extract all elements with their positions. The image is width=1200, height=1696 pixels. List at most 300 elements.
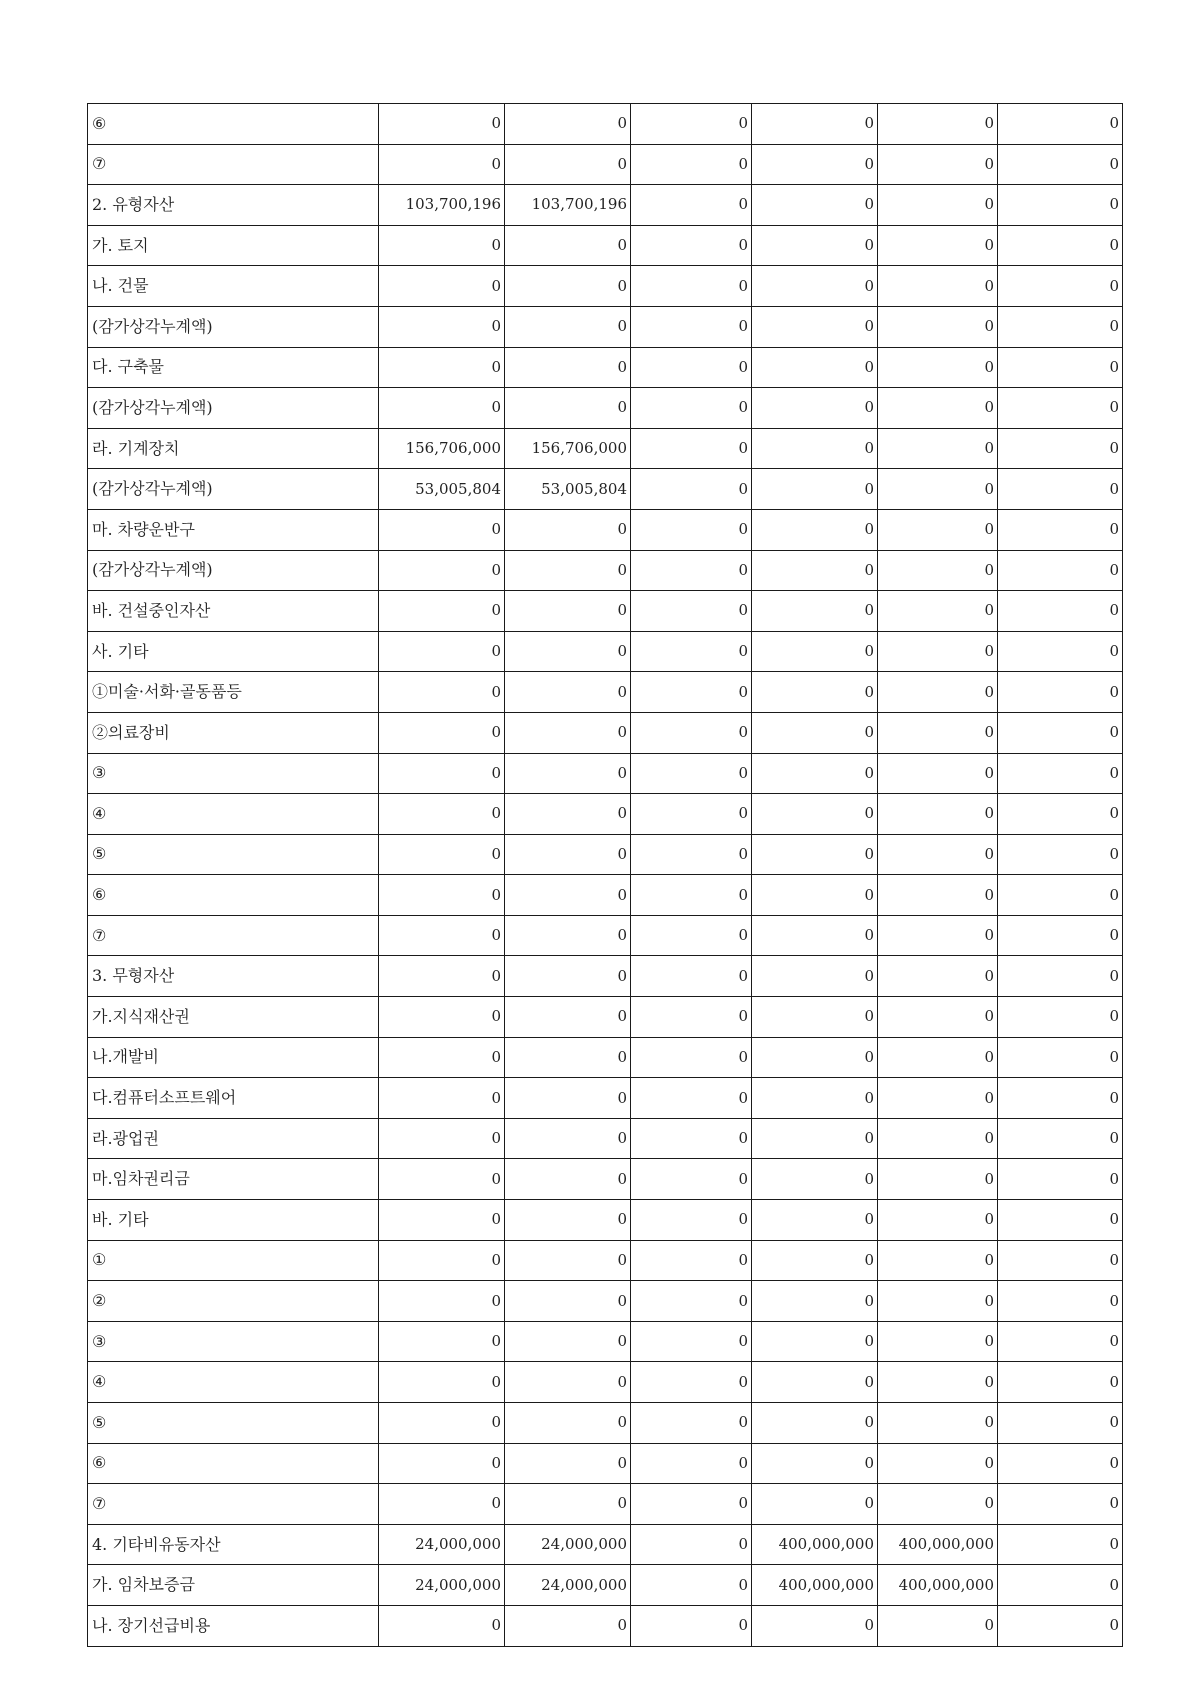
- row-label: ⑤: [88, 834, 379, 875]
- row-label: (감가상각누계액): [88, 306, 379, 347]
- value-cell: 0: [998, 144, 1123, 185]
- value-cell: 0: [878, 915, 998, 956]
- value-cell: 0: [505, 1321, 631, 1362]
- value-cell: 0: [631, 266, 752, 307]
- value-cell: 0: [505, 997, 631, 1038]
- value-cell: 0: [379, 550, 505, 591]
- table-row: [88, 1403, 1123, 1444]
- value-cell: 0: [505, 631, 631, 672]
- value-cell: 0: [379, 1362, 505, 1403]
- value-cell: 0: [998, 550, 1123, 591]
- value-cell: 0: [379, 1037, 505, 1078]
- value-cell: 0: [631, 712, 752, 753]
- value-cell: 0: [878, 1443, 998, 1484]
- value-cell: 0: [998, 915, 1123, 956]
- value-cell: 0: [379, 1200, 505, 1241]
- row-label: (감가상각누계액): [88, 550, 379, 591]
- value-cell: 0: [631, 753, 752, 794]
- row-label: ⑥: [88, 104, 379, 145]
- row-label: 마.임차권리금: [88, 1159, 379, 1200]
- value-cell: 0: [379, 347, 505, 388]
- row-label: 라. 기계장치: [88, 428, 379, 469]
- value-cell: 103,700,196: [505, 185, 631, 226]
- value-cell: 0: [631, 956, 752, 997]
- value-cell: 0: [752, 672, 878, 713]
- table-row: [88, 266, 1123, 307]
- table-row: [88, 550, 1123, 591]
- table-row: [88, 997, 1123, 1038]
- value-cell: 0: [878, 712, 998, 753]
- table-row: [88, 1200, 1123, 1241]
- table-row: [88, 591, 1123, 632]
- value-cell: 0: [505, 388, 631, 429]
- value-cell: 0: [505, 550, 631, 591]
- table-row: [88, 1321, 1123, 1362]
- value-cell: 0: [878, 104, 998, 145]
- value-cell: 0: [878, 753, 998, 794]
- value-cell: 0: [878, 388, 998, 429]
- value-cell: 0: [379, 1159, 505, 1200]
- value-cell: 0: [998, 1159, 1123, 1200]
- value-cell: 0: [878, 1240, 998, 1281]
- table-row: [88, 1078, 1123, 1119]
- value-cell: 0: [379, 509, 505, 550]
- balance-sheet-table: [87, 103, 1123, 1647]
- row-label: (감가상각누계액): [88, 469, 379, 510]
- value-cell: 0: [379, 794, 505, 835]
- row-label: ④: [88, 1362, 379, 1403]
- row-label: ⑦: [88, 1484, 379, 1525]
- value-cell: 0: [505, 266, 631, 307]
- value-cell: 0: [505, 144, 631, 185]
- value-cell: 0: [379, 1403, 505, 1444]
- value-cell: 0: [379, 631, 505, 672]
- row-label: ③: [88, 753, 379, 794]
- value-cell: 0: [998, 104, 1123, 145]
- value-cell: 24,000,000: [379, 1524, 505, 1565]
- value-cell: 0: [998, 388, 1123, 429]
- table-row: [88, 1118, 1123, 1159]
- value-cell: 0: [998, 834, 1123, 875]
- value-cell: 0: [998, 1118, 1123, 1159]
- value-cell: 0: [505, 956, 631, 997]
- table-row: [88, 794, 1123, 835]
- value-cell: 0: [878, 1118, 998, 1159]
- value-cell: 0: [631, 997, 752, 1038]
- value-cell: 0: [379, 1605, 505, 1646]
- value-cell: 0: [505, 712, 631, 753]
- table-row: [88, 712, 1123, 753]
- value-cell: 0: [878, 1200, 998, 1241]
- value-cell: 0: [752, 1281, 878, 1322]
- value-cell: 0: [631, 915, 752, 956]
- value-cell: 0: [631, 1484, 752, 1525]
- row-label: 4. 기타비유동자산: [88, 1524, 379, 1565]
- row-label: 바. 건설중인자산: [88, 591, 379, 632]
- table-row: [88, 1362, 1123, 1403]
- value-cell: 0: [878, 185, 998, 226]
- value-cell: 0: [752, 469, 878, 510]
- value-cell: 400,000,000: [752, 1524, 878, 1565]
- value-cell: 103,700,196: [379, 185, 505, 226]
- value-cell: 0: [998, 631, 1123, 672]
- value-cell: 0: [998, 1200, 1123, 1241]
- value-cell: 0: [505, 915, 631, 956]
- table-row: [88, 185, 1123, 226]
- value-cell: 0: [505, 753, 631, 794]
- value-cell: 0: [631, 1240, 752, 1281]
- value-cell: 0: [752, 266, 878, 307]
- value-cell: 0: [631, 388, 752, 429]
- value-cell: 0: [505, 1240, 631, 1281]
- value-cell: 0: [752, 875, 878, 916]
- value-cell: 0: [878, 1362, 998, 1403]
- table-row: [88, 144, 1123, 185]
- value-cell: 0: [752, 956, 878, 997]
- row-label: 다.컴퓨터소프트웨어: [88, 1078, 379, 1119]
- value-cell: 0: [379, 1321, 505, 1362]
- table-body: [88, 104, 1123, 1647]
- value-cell: 0: [631, 1362, 752, 1403]
- value-cell: 0: [379, 1240, 505, 1281]
- value-cell: 0: [998, 266, 1123, 307]
- value-cell: 0: [631, 509, 752, 550]
- row-label: 마. 차량운반구: [88, 509, 379, 550]
- value-cell: 0: [998, 1281, 1123, 1322]
- value-cell: 0: [998, 1321, 1123, 1362]
- value-cell: 0: [878, 1078, 998, 1119]
- value-cell: 0: [752, 347, 878, 388]
- value-cell: 0: [998, 753, 1123, 794]
- value-cell: 0: [878, 1037, 998, 1078]
- row-label: ⑤: [88, 1403, 379, 1444]
- value-cell: 0: [878, 347, 998, 388]
- row-label: 라.광업권: [88, 1118, 379, 1159]
- value-cell: 0: [379, 225, 505, 266]
- value-cell: 0: [752, 1443, 878, 1484]
- value-cell: 0: [505, 591, 631, 632]
- value-cell: 0: [998, 1443, 1123, 1484]
- row-label: 가. 토지: [88, 225, 379, 266]
- value-cell: 0: [379, 834, 505, 875]
- value-cell: 0: [379, 753, 505, 794]
- value-cell: 0: [505, 1362, 631, 1403]
- value-cell: 0: [998, 306, 1123, 347]
- value-cell: 0: [878, 306, 998, 347]
- value-cell: 0: [752, 1078, 878, 1119]
- value-cell: 0: [752, 1037, 878, 1078]
- row-label: 나. 장기선급비용: [88, 1605, 379, 1646]
- value-cell: 0: [505, 1078, 631, 1119]
- table-row: [88, 915, 1123, 956]
- table-row: [88, 225, 1123, 266]
- value-cell: 0: [878, 591, 998, 632]
- row-label: ⑥: [88, 875, 379, 916]
- value-cell: 0: [752, 144, 878, 185]
- value-cell: 0: [631, 1037, 752, 1078]
- value-cell: 0: [878, 1159, 998, 1200]
- value-cell: 0: [379, 1443, 505, 1484]
- table-row: [88, 428, 1123, 469]
- value-cell: 0: [752, 1484, 878, 1525]
- value-cell: 0: [752, 428, 878, 469]
- value-cell: 0: [631, 550, 752, 591]
- value-cell: 0: [752, 834, 878, 875]
- value-cell: 0: [379, 915, 505, 956]
- value-cell: 0: [878, 469, 998, 510]
- value-cell: 0: [752, 794, 878, 835]
- value-cell: 400,000,000: [752, 1565, 878, 1606]
- value-cell: 0: [752, 388, 878, 429]
- value-cell: 0: [998, 185, 1123, 226]
- value-cell: 0: [631, 1524, 752, 1565]
- value-cell: 0: [379, 875, 505, 916]
- value-cell: 0: [752, 915, 878, 956]
- value-cell: 0: [878, 794, 998, 835]
- value-cell: 0: [379, 1078, 505, 1119]
- value-cell: 0: [379, 1118, 505, 1159]
- value-cell: 0: [631, 1159, 752, 1200]
- value-cell: 24,000,000: [505, 1565, 631, 1606]
- value-cell: 0: [878, 144, 998, 185]
- value-cell: 0: [631, 1321, 752, 1362]
- value-cell: 24,000,000: [379, 1565, 505, 1606]
- value-cell: 0: [631, 834, 752, 875]
- value-cell: 0: [505, 875, 631, 916]
- row-label: 사. 기타: [88, 631, 379, 672]
- value-cell: 0: [505, 225, 631, 266]
- table-row: [88, 875, 1123, 916]
- value-cell: 53,005,804: [379, 469, 505, 510]
- row-label: (감가상각누계액): [88, 388, 379, 429]
- value-cell: 0: [505, 306, 631, 347]
- value-cell: 0: [878, 1605, 998, 1646]
- value-cell: 0: [631, 306, 752, 347]
- value-cell: 0: [631, 1565, 752, 1606]
- value-cell: 0: [998, 1037, 1123, 1078]
- table-row: [88, 834, 1123, 875]
- value-cell: 0: [998, 1605, 1123, 1646]
- table-row: [88, 753, 1123, 794]
- value-cell: 0: [379, 388, 505, 429]
- value-cell: 0: [505, 1281, 631, 1322]
- value-cell: 0: [505, 1159, 631, 1200]
- value-cell: 0: [631, 1078, 752, 1119]
- row-label: 2. 유형자산: [88, 185, 379, 226]
- row-label: ②의료장비: [88, 712, 379, 753]
- value-cell: 0: [998, 1078, 1123, 1119]
- value-cell: 0: [505, 794, 631, 835]
- table-row: [88, 1281, 1123, 1322]
- table-row: [88, 1605, 1123, 1646]
- value-cell: 0: [878, 1403, 998, 1444]
- value-cell: 0: [752, 225, 878, 266]
- value-cell: 0: [752, 509, 878, 550]
- row-label: 나.개발비: [88, 1037, 379, 1078]
- value-cell: 0: [379, 591, 505, 632]
- value-cell: 0: [631, 591, 752, 632]
- value-cell: 0: [752, 185, 878, 226]
- value-cell: 400,000,000: [878, 1565, 998, 1606]
- value-cell: 0: [752, 1240, 878, 1281]
- value-cell: 0: [878, 631, 998, 672]
- value-cell: 0: [752, 631, 878, 672]
- value-cell: 0: [998, 997, 1123, 1038]
- value-cell: 0: [631, 672, 752, 713]
- value-cell: 0: [878, 834, 998, 875]
- value-cell: 0: [631, 1118, 752, 1159]
- value-cell: 0: [631, 794, 752, 835]
- value-cell: 0: [752, 1200, 878, 1241]
- value-cell: 0: [631, 185, 752, 226]
- value-cell: 0: [752, 1321, 878, 1362]
- value-cell: 0: [505, 347, 631, 388]
- value-cell: 0: [998, 347, 1123, 388]
- value-cell: 0: [998, 875, 1123, 916]
- value-cell: 0: [878, 672, 998, 713]
- value-cell: 0: [752, 712, 878, 753]
- table-row: [88, 956, 1123, 997]
- value-cell: 0: [505, 1484, 631, 1525]
- value-cell: 0: [998, 1362, 1123, 1403]
- value-cell: 0: [998, 469, 1123, 510]
- table-row: [88, 631, 1123, 672]
- value-cell: 0: [998, 428, 1123, 469]
- row-label: ②: [88, 1281, 379, 1322]
- table-row: [88, 104, 1123, 145]
- value-cell: 53,005,804: [505, 469, 631, 510]
- value-cell: 0: [379, 144, 505, 185]
- value-cell: 0: [998, 1565, 1123, 1606]
- value-cell: 0: [631, 1403, 752, 1444]
- value-cell: 0: [631, 875, 752, 916]
- value-cell: 0: [631, 469, 752, 510]
- value-cell: 0: [752, 1403, 878, 1444]
- value-cell: 24,000,000: [505, 1524, 631, 1565]
- value-cell: 0: [752, 1362, 878, 1403]
- row-label: 바. 기타: [88, 1200, 379, 1241]
- value-cell: 0: [379, 306, 505, 347]
- value-cell: 0: [752, 997, 878, 1038]
- row-label: ①: [88, 1240, 379, 1281]
- table-row: [88, 1484, 1123, 1525]
- table-row: [88, 469, 1123, 510]
- row-label: 다. 구축물: [88, 347, 379, 388]
- value-cell: 0: [379, 266, 505, 307]
- value-cell: 0: [878, 1484, 998, 1525]
- table-row: [88, 1443, 1123, 1484]
- row-label: 나. 건물: [88, 266, 379, 307]
- value-cell: 0: [505, 1200, 631, 1241]
- row-label: ④: [88, 794, 379, 835]
- table-row: [88, 306, 1123, 347]
- value-cell: 0: [878, 428, 998, 469]
- value-cell: 0: [505, 1403, 631, 1444]
- value-cell: 0: [631, 225, 752, 266]
- value-cell: 156,706,000: [505, 428, 631, 469]
- value-cell: 0: [878, 1321, 998, 1362]
- value-cell: 0: [505, 104, 631, 145]
- value-cell: 0: [998, 672, 1123, 713]
- value-cell: 0: [878, 550, 998, 591]
- value-cell: 0: [998, 794, 1123, 835]
- value-cell: 0: [379, 956, 505, 997]
- value-cell: 0: [631, 104, 752, 145]
- value-cell: 0: [878, 266, 998, 307]
- value-cell: 0: [505, 834, 631, 875]
- row-label: 가.지식재산권: [88, 997, 379, 1038]
- value-cell: 0: [998, 1524, 1123, 1565]
- table-row: [88, 1037, 1123, 1078]
- value-cell: 0: [998, 1403, 1123, 1444]
- value-cell: 0: [505, 1118, 631, 1159]
- value-cell: 0: [878, 997, 998, 1038]
- value-cell: 0: [631, 1200, 752, 1241]
- table-row: [88, 1159, 1123, 1200]
- value-cell: 0: [505, 1037, 631, 1078]
- table-row: [88, 1240, 1123, 1281]
- value-cell: 0: [998, 225, 1123, 266]
- value-cell: 0: [505, 672, 631, 713]
- value-cell: 400,000,000: [878, 1524, 998, 1565]
- value-cell: 156,706,000: [379, 428, 505, 469]
- value-cell: 0: [998, 956, 1123, 997]
- value-cell: 0: [752, 591, 878, 632]
- table-row: [88, 1524, 1123, 1565]
- value-cell: 0: [379, 104, 505, 145]
- value-cell: 0: [505, 509, 631, 550]
- row-label: ⑥: [88, 1443, 379, 1484]
- value-cell: 0: [631, 631, 752, 672]
- value-cell: 0: [752, 1159, 878, 1200]
- value-cell: 0: [505, 1605, 631, 1646]
- value-cell: 0: [998, 712, 1123, 753]
- value-cell: 0: [379, 1281, 505, 1322]
- row-label: 가. 임차보증금: [88, 1565, 379, 1606]
- value-cell: 0: [878, 956, 998, 997]
- value-cell: 0: [878, 509, 998, 550]
- table-row: [88, 672, 1123, 713]
- value-cell: 0: [379, 1484, 505, 1525]
- value-cell: 0: [752, 104, 878, 145]
- value-cell: 0: [631, 428, 752, 469]
- value-cell: 0: [631, 144, 752, 185]
- value-cell: 0: [998, 509, 1123, 550]
- row-label: ⑦: [88, 144, 379, 185]
- row-label: 3. 무형자산: [88, 956, 379, 997]
- table-row: [88, 1565, 1123, 1606]
- value-cell: 0: [752, 550, 878, 591]
- value-cell: 0: [631, 1443, 752, 1484]
- value-cell: 0: [998, 1484, 1123, 1525]
- row-label: ③: [88, 1321, 379, 1362]
- value-cell: 0: [752, 306, 878, 347]
- value-cell: 0: [878, 875, 998, 916]
- value-cell: 0: [878, 1281, 998, 1322]
- value-cell: 0: [878, 225, 998, 266]
- value-cell: 0: [505, 1443, 631, 1484]
- table-row: [88, 347, 1123, 388]
- value-cell: 0: [752, 1605, 878, 1646]
- table-row: [88, 388, 1123, 429]
- value-cell: 0: [379, 672, 505, 713]
- value-cell: 0: [379, 997, 505, 1038]
- value-cell: 0: [998, 1240, 1123, 1281]
- value-cell: 0: [631, 1605, 752, 1646]
- row-label: ⑦: [88, 915, 379, 956]
- value-cell: 0: [631, 1281, 752, 1322]
- value-cell: 0: [752, 753, 878, 794]
